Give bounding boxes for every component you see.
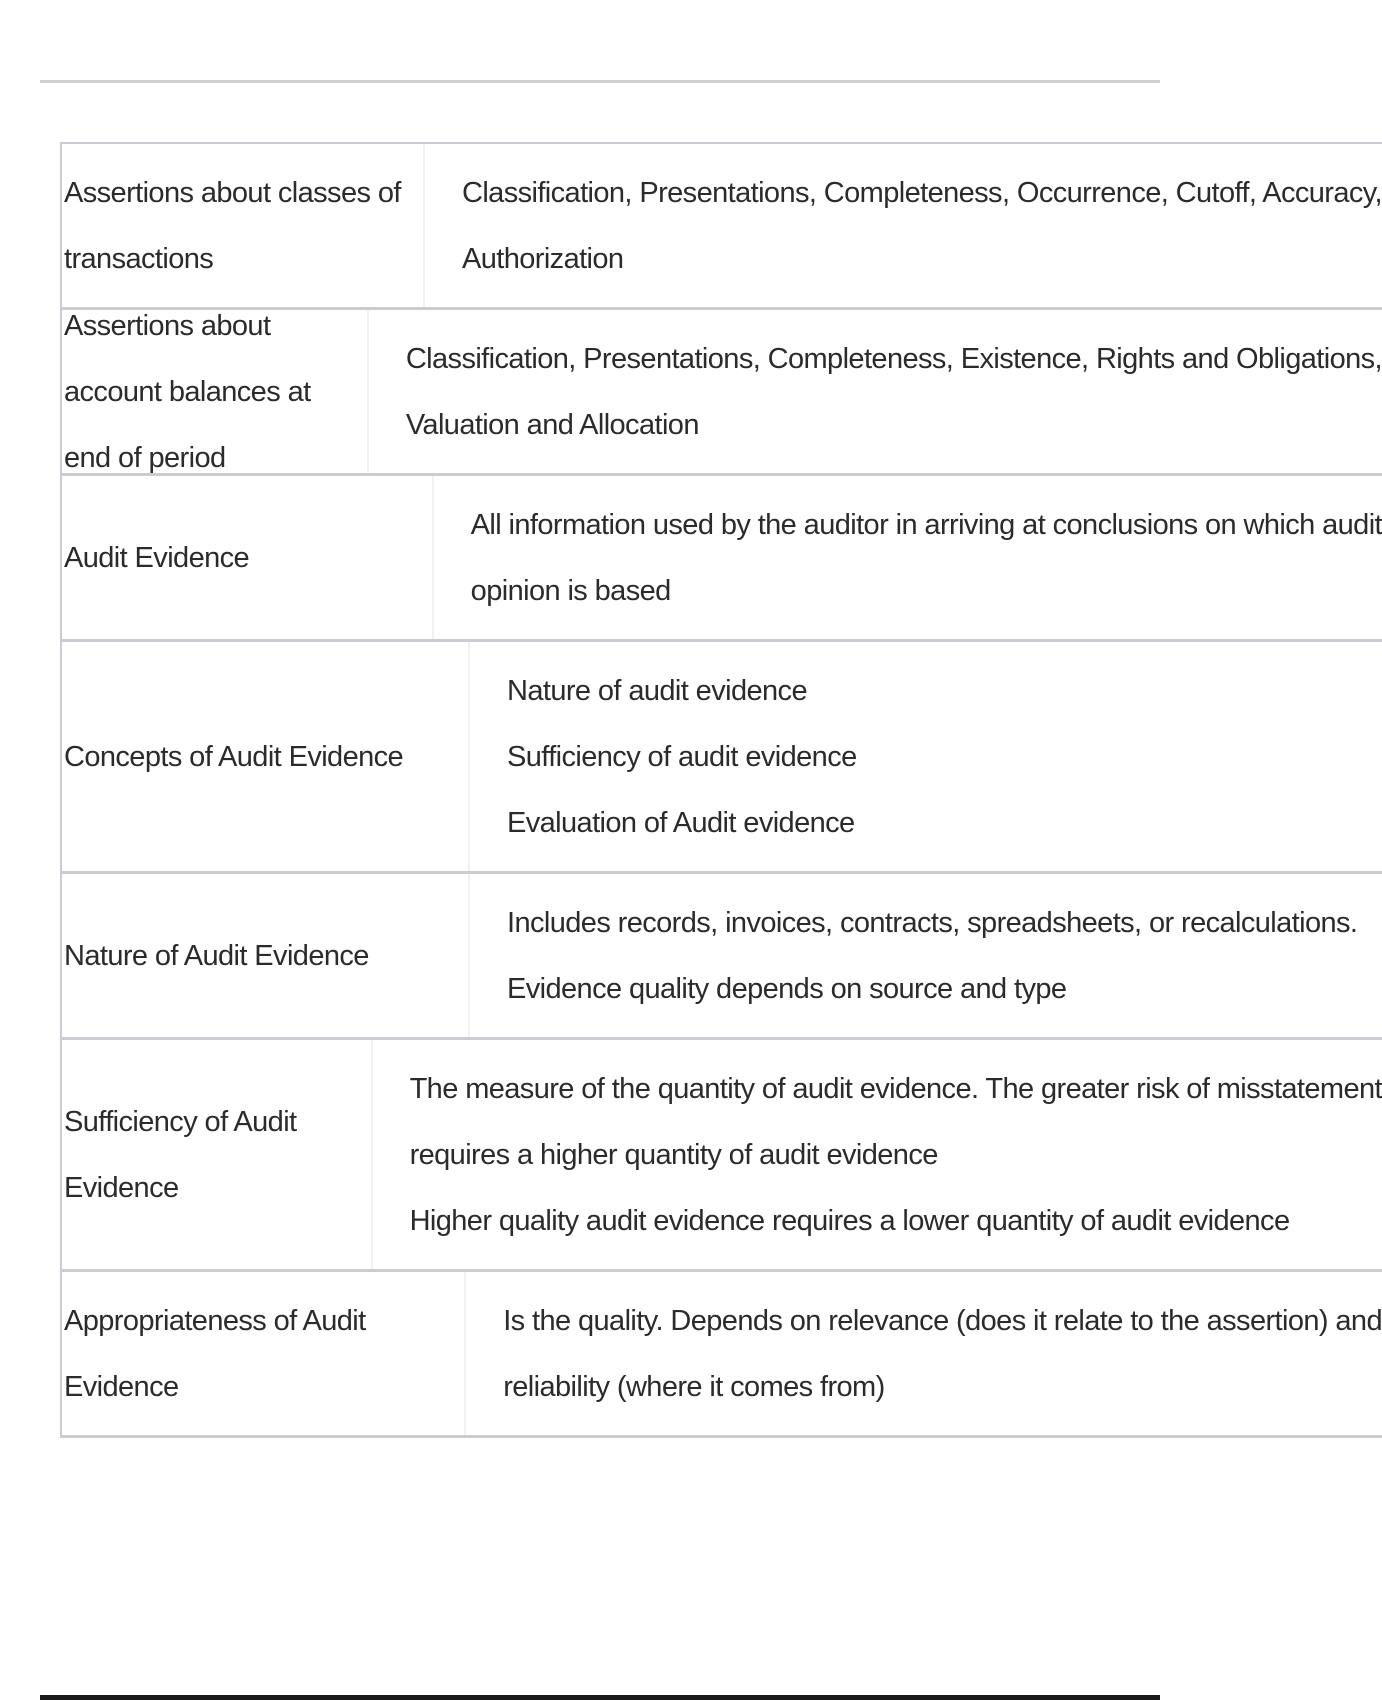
table-row [62, 874, 1382, 1040]
definition-cell [373, 1040, 1382, 1269]
definition-text: Authorization [461, 242, 624, 275]
term-cell [62, 476, 434, 639]
definition-text: opinion is based [470, 574, 671, 607]
flashcard-table-viewport [60, 142, 1382, 1437]
definition-cell [434, 476, 1382, 639]
term-text: Audit Evidence [64, 541, 250, 574]
flashcard-table [60, 142, 1382, 1438]
table-row [62, 144, 1382, 310]
definition-cell [470, 874, 1382, 1037]
table-row [62, 1272, 1382, 1438]
term-text: Appropriateness of Audit Evidence [64, 1304, 366, 1403]
definition-cell [369, 310, 1382, 473]
bottom-divider [40, 1695, 1160, 1700]
definition-text: Sufficiency of audit evidence [507, 740, 857, 773]
definition-cell [470, 642, 1382, 871]
term-cell [62, 1272, 466, 1435]
term-cell [62, 144, 425, 307]
top-divider [40, 80, 1160, 83]
definition-text: Valuation and Allocation [405, 408, 699, 441]
term-cell [62, 642, 470, 871]
definition-text: Evidence quality depends on source and type [507, 972, 1067, 1005]
term-cell [62, 874, 470, 1037]
definition-text: Classification, Presentations, Completeness, Occurrence, Cutoff, Accuracy, [461, 176, 1382, 209]
table-row [62, 642, 1382, 874]
definition-cell [466, 1272, 1382, 1435]
term-text: Concepts of Audit Evidence [64, 740, 404, 773]
definition-text: Is the quality. Depends on relevance (does it relate to the assertion) and [503, 1304, 1382, 1337]
term-cell [62, 310, 369, 473]
table-row [62, 310, 1382, 476]
definition-text: Evaluation of Audit evidence [507, 806, 855, 839]
definition-text: Classification, Presentations, Completeness, Existence, Rights and Obligations, [405, 342, 1382, 375]
table-row [62, 1040, 1382, 1272]
definition-text: Nature of audit evidence [507, 674, 807, 707]
term-text: end of period [64, 441, 226, 474]
definition-cell [425, 144, 1382, 307]
definition-text: The measure of the quantity of audit evidence. The greater risk of misstatement [409, 1072, 1382, 1105]
definition-text: All information used by the auditor in arriving at conclusions on which audit [470, 508, 1382, 541]
definition-text: requires a higher quantity of audit evidence [409, 1138, 938, 1171]
term-text: Sufficiency of Audit Evidence [64, 1105, 297, 1204]
table-row [62, 476, 1382, 642]
term-text: Assertions about account balances at [64, 309, 311, 408]
term-cell [62, 1040, 373, 1269]
definition-text: reliability (where it comes from) [503, 1370, 885, 1403]
term-text: Nature of Audit Evidence [64, 939, 369, 972]
term-text: Assertions about classes of transactions [64, 176, 401, 275]
definition-text: Higher quality audit evidence requires a lower quantity of audit evidence [409, 1204, 1290, 1237]
definition-text: Includes records, invoices, contracts, spreadsheets, or recalculations. [507, 906, 1358, 939]
